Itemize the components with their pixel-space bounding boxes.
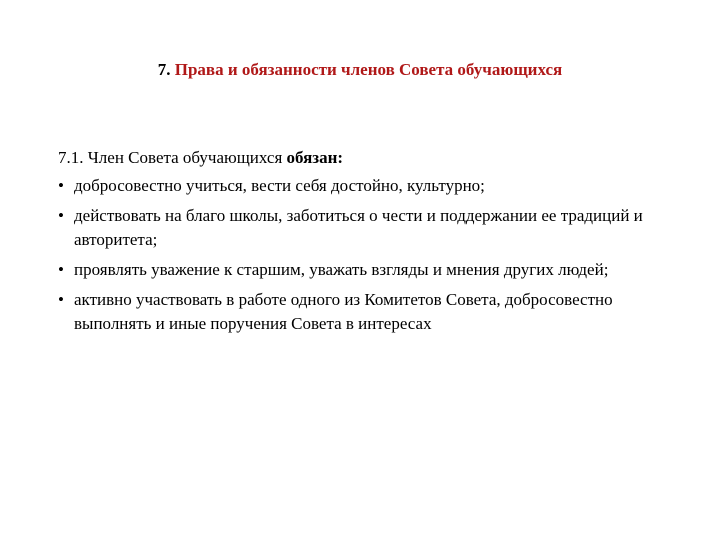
list-item <box>58 204 668 252</box>
bullet-icon: • <box>58 176 64 195</box>
lead-bold: обязан: <box>286 148 344 167</box>
list-item-text: активно участвовать в работе одного из Комитетов Совета, добросовестно выполнять и иные поручения Совета в интересах <box>74 290 613 333</box>
lead-paragraph <box>58 146 668 170</box>
bullet-icon: • <box>58 206 64 225</box>
list-item <box>58 174 668 198</box>
list-item <box>58 258 668 282</box>
list-item <box>58 288 668 336</box>
list-item-text: проявлять уважение к старшим, уважать взгляды и мнения других людей; <box>74 260 609 279</box>
list-item-text: действовать на благо школы, заботиться о чести и поддержании ее традиций и авторитета; <box>74 206 643 249</box>
bullet-icon: • <box>58 260 64 279</box>
lead-text: 7.1. Член Совета обучающихся <box>58 148 287 167</box>
title-text: Права и обязанности членов Совета обучающихся <box>174 60 563 79</box>
bullet-icon: • <box>58 290 64 309</box>
list-item-text: добросовестно учиться, вести себя достойно, культурно; <box>74 176 485 195</box>
slide-title <box>0 58 720 82</box>
content-body <box>58 146 668 342</box>
duties-list <box>58 174 668 336</box>
title-number: 7. <box>157 60 171 79</box>
